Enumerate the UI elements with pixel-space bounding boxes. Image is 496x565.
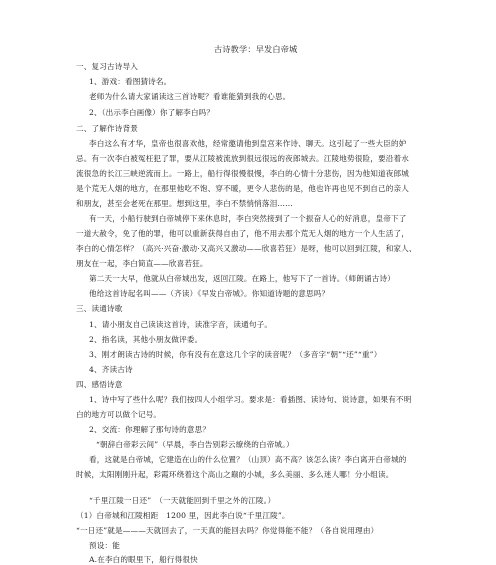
body-line: 1、请小朋友自己读读这首诗，读准字音，读通句子。 [89, 320, 273, 329]
body-line: 2、交流：你理解了那句诗的意思？ [89, 425, 211, 434]
body-line: 朋友在一起，李白简直——欣喜若狂。 [76, 259, 208, 268]
body-line: 白的地方可以做个记号。 [76, 410, 162, 419]
body-line: 看，这就是白帝城，它建造在山的什么位置？（山顶）高不高？该怎么读？李白离开白帝城的 [89, 455, 407, 464]
body-line: （1）白帝城和江陵相距 1200 里，因此李白说“千里江陵”。 [76, 511, 290, 520]
section-heading: 三、读通诗歌 [76, 304, 123, 313]
body-line: 1、诗中写了些什么呢？我们按四人小组学习。要求是：看插图、读诗句、说诗意，如果有不明 [89, 395, 412, 404]
body-line: 李白这么有才华，皇帝也很喜欢他，经常邀请他到皇宫来作诗、聊天。这引起了一些大臣的妒 [89, 139, 407, 148]
body-line: “千里江陵一日还” （一天就能回到千里之外的江陵。） [89, 496, 276, 505]
body-line: 流很急的长江三峡逆流而上。一路上，船行得很慢很慢，李白的心情十分悲伤，因为他知道夜郎城 [76, 169, 409, 178]
document-title: 古诗教学：早发白帝城 [214, 44, 298, 54]
body-line: 2、（出示李白画像）你了解李白吗？ [89, 108, 215, 117]
body-line: “一日还”就是———天就回去了，一天真的能回去吗？你觉得能不能？（各自说用理由） [76, 526, 379, 535]
section-heading: 二、了解作诗背景 [76, 124, 138, 133]
body-line: 2、指名读，其他小朋友做评委。 [89, 335, 203, 344]
body-line: 一道大赦令，免了他的罪，他可以重新获得自由了，他不用去那个荒无人烟的地方一个人生活了， [76, 229, 409, 238]
section-heading: 四、感悟诗意 [76, 380, 123, 389]
body-line: A.在李白的眼里下，船行得很快 [89, 555, 198, 564]
body-line: 预设：能 [89, 541, 120, 550]
body-line: 3、刚才朗读古诗的时候，你有没有在意这几个字的读音呢？（多音字“朝”“还”“重”） [89, 350, 382, 359]
section-heading: 一、复习古诗导入 [76, 62, 138, 71]
body-line: 4、齐读古诗 [89, 365, 133, 374]
body-line: 有一天，小船行驶到白帝城停下来休息时，李白突然接到了一个振奋人心的好消息，皇帝下了 [89, 214, 407, 223]
body-line: “朝辞白帝彩云间”（早晨，李白告别彩云缭绕的白帝城。） [96, 440, 294, 449]
body-line: 1、游戏：看图猜诗名。 [89, 77, 172, 86]
body-line: 和朋友，甚至会老死在那里。想到这里，李白不禁悄悄落泪…… [76, 199, 293, 208]
body-line: 是个荒无人烟的地方，在那里他吃不饱、穿不暖，更令人悲伤的是，他也许再也见不到自己的亲人 [76, 184, 409, 193]
body-line: 李白的心情怎样？（高兴·兴奋·激动·又高兴又激动——欣喜若狂）是呀，他可以回到江陵，和家人、 [76, 244, 417, 253]
body-line: 老师为什么请大家诵读这三首诗呢？看谁能猜到我的心思。 [89, 92, 291, 101]
body-line: 忌。有一次李白被冤枉犯了罪，要从江陵被流放到很远很远的夜郎城去。江陵地势很险，要沿着水 [76, 154, 409, 163]
body-line: 时候，太阳刚刚升起，彩霞环绕着这个高山之巅的小城，多么美丽、多么迷人哪！分小组读。 [76, 470, 394, 479]
body-line: 第二天一大早，他就从白帝城出发，返回江陵。在路上，他写下了一首诗。（师朗诵古诗） [89, 274, 395, 283]
body-line: 他给这首诗起名叫——（齐读）《早发白帝城》。你知道诗题的意思吗？ [89, 289, 330, 298]
